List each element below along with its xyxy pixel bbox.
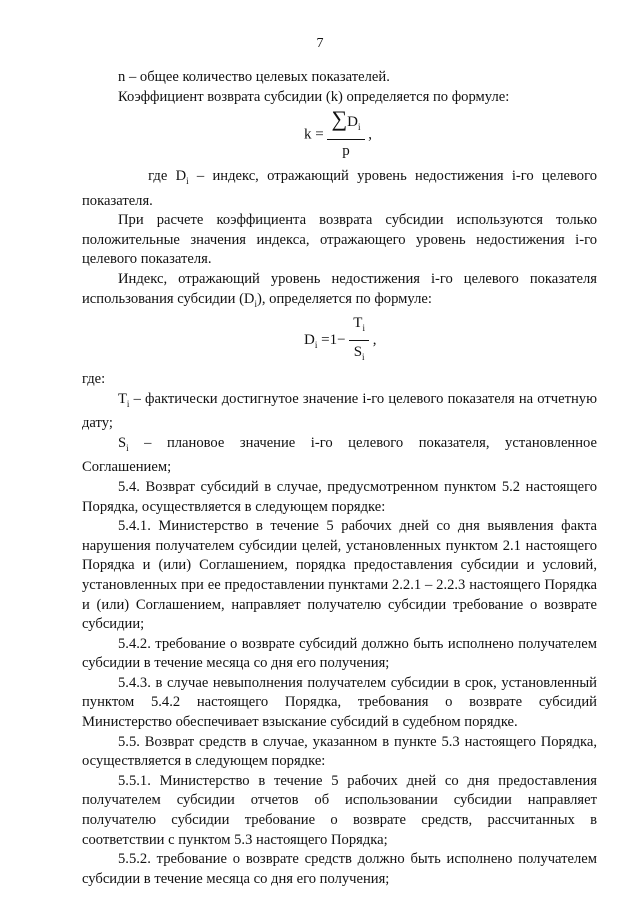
formula-numerator [327,106,364,140]
paragraph: 5.5. Возврат средств в случае, указанном в пункте 5.3 настоящего Порядка, осуществляется в следующем порядке: [82,733,597,770]
formula-equals: = [315,126,324,143]
paragraph: где: [82,371,106,388]
formula-lhs: k [304,126,312,143]
formula-fraction [327,106,364,161]
formula-minus: − [337,332,346,349]
formula-one: 1 [329,332,338,349]
paragraph: 5.4. Возврат субсидий в случае, предусмотренном пунктом 5.2 настоящего Порядка, осуществляется в следующем порядке: [82,478,597,515]
paragraph: 5.4.1. Министерство в течение 5 рабочих дней со дня выявления факта нарушения получателем субсидии целей, установленных пунктом 2.1 настоящего Порядка и (или) Соглашением, порядка предоставления субсидии и условий, установленных при ее предоставлении пунктами 2.2.1 – 2.2.3 настоящего Порядка и (или) Соглашением, направляет получателю субсидии требование о возврате субсидии; [82,518,597,633]
formula-denominator: p [342,142,350,159]
paragraph: где $D_i$ – индекс, отражающий уровень недостижения i-го целевого показателя. [82,168,597,209]
formula-lhs: D [304,332,315,349]
numerator-var: D [347,114,358,131]
formula-equals: = [321,332,330,349]
formula-k [82,106,597,163]
paragraph: Индекс, отражающий уровень недостижения i-го целевого показателя использования субсидии $(D_i)$, определяется по формуле: [82,271,597,309]
formula-fraction [349,314,369,367]
paragraph: n – общее количество целевых показателей. [118,69,390,85]
document-body [82,68,597,889]
paragraph: При расчете коэффициента возврата субсидии используются только положительные значения индекса, отражающего уровень недостижения i-го целевого показателя. [82,212,597,268]
paragraph: $T_i$ – фактически достигнутое значение i-го целевого показателя на отчетную дату; [82,390,597,432]
sigma-symbol: ∑ [331,106,348,132]
numerator-sub: i [358,122,361,133]
formula-di [82,314,597,366]
formula-denominator: $S_i$ [353,343,365,362]
paragraph: Коэффициент возврата субсидии (k) определяется по формуле: [118,88,510,105]
page-number: 7 [316,36,324,51]
paragraph: 5.4.3. в случае невыполнения получателем субсидии в срок, установленный пунктом 5.4.2 настоящего Порядка, требования о возврате субсидий Министерство обеспечивает взыскание субсидий в судебном порядке. [82,674,597,731]
paragraph: 5.5.1. Министерство в течение 5 рабочих дней со дня предоставления получателем субсидии отчетов об использовании субсидии направляет получателю субсидии требование о возврате средств, рассчитанных в соответствии с пунктом 5.3 настоящего Порядка; [82,772,597,848]
formula-tail: , [368,126,373,143]
paragraph: 5.5.2. требование о возврате средств должно быть исполнено получателем субсидии в течение месяца со дня его получения; [82,851,597,887]
formula-numerator: $T_i$ [349,314,369,341]
paragraph: $S_i$ – плановое значение i-го целевого показателя, установленное Соглашением; [82,434,597,476]
formula-tail: , [372,332,377,349]
paragraph: 5.4.2. требование о возврате субсидий должно быть исполнено получателем субсидии в течение месяца со дня его получения; [82,635,597,672]
formula-lhs-sub: i [314,340,318,351]
